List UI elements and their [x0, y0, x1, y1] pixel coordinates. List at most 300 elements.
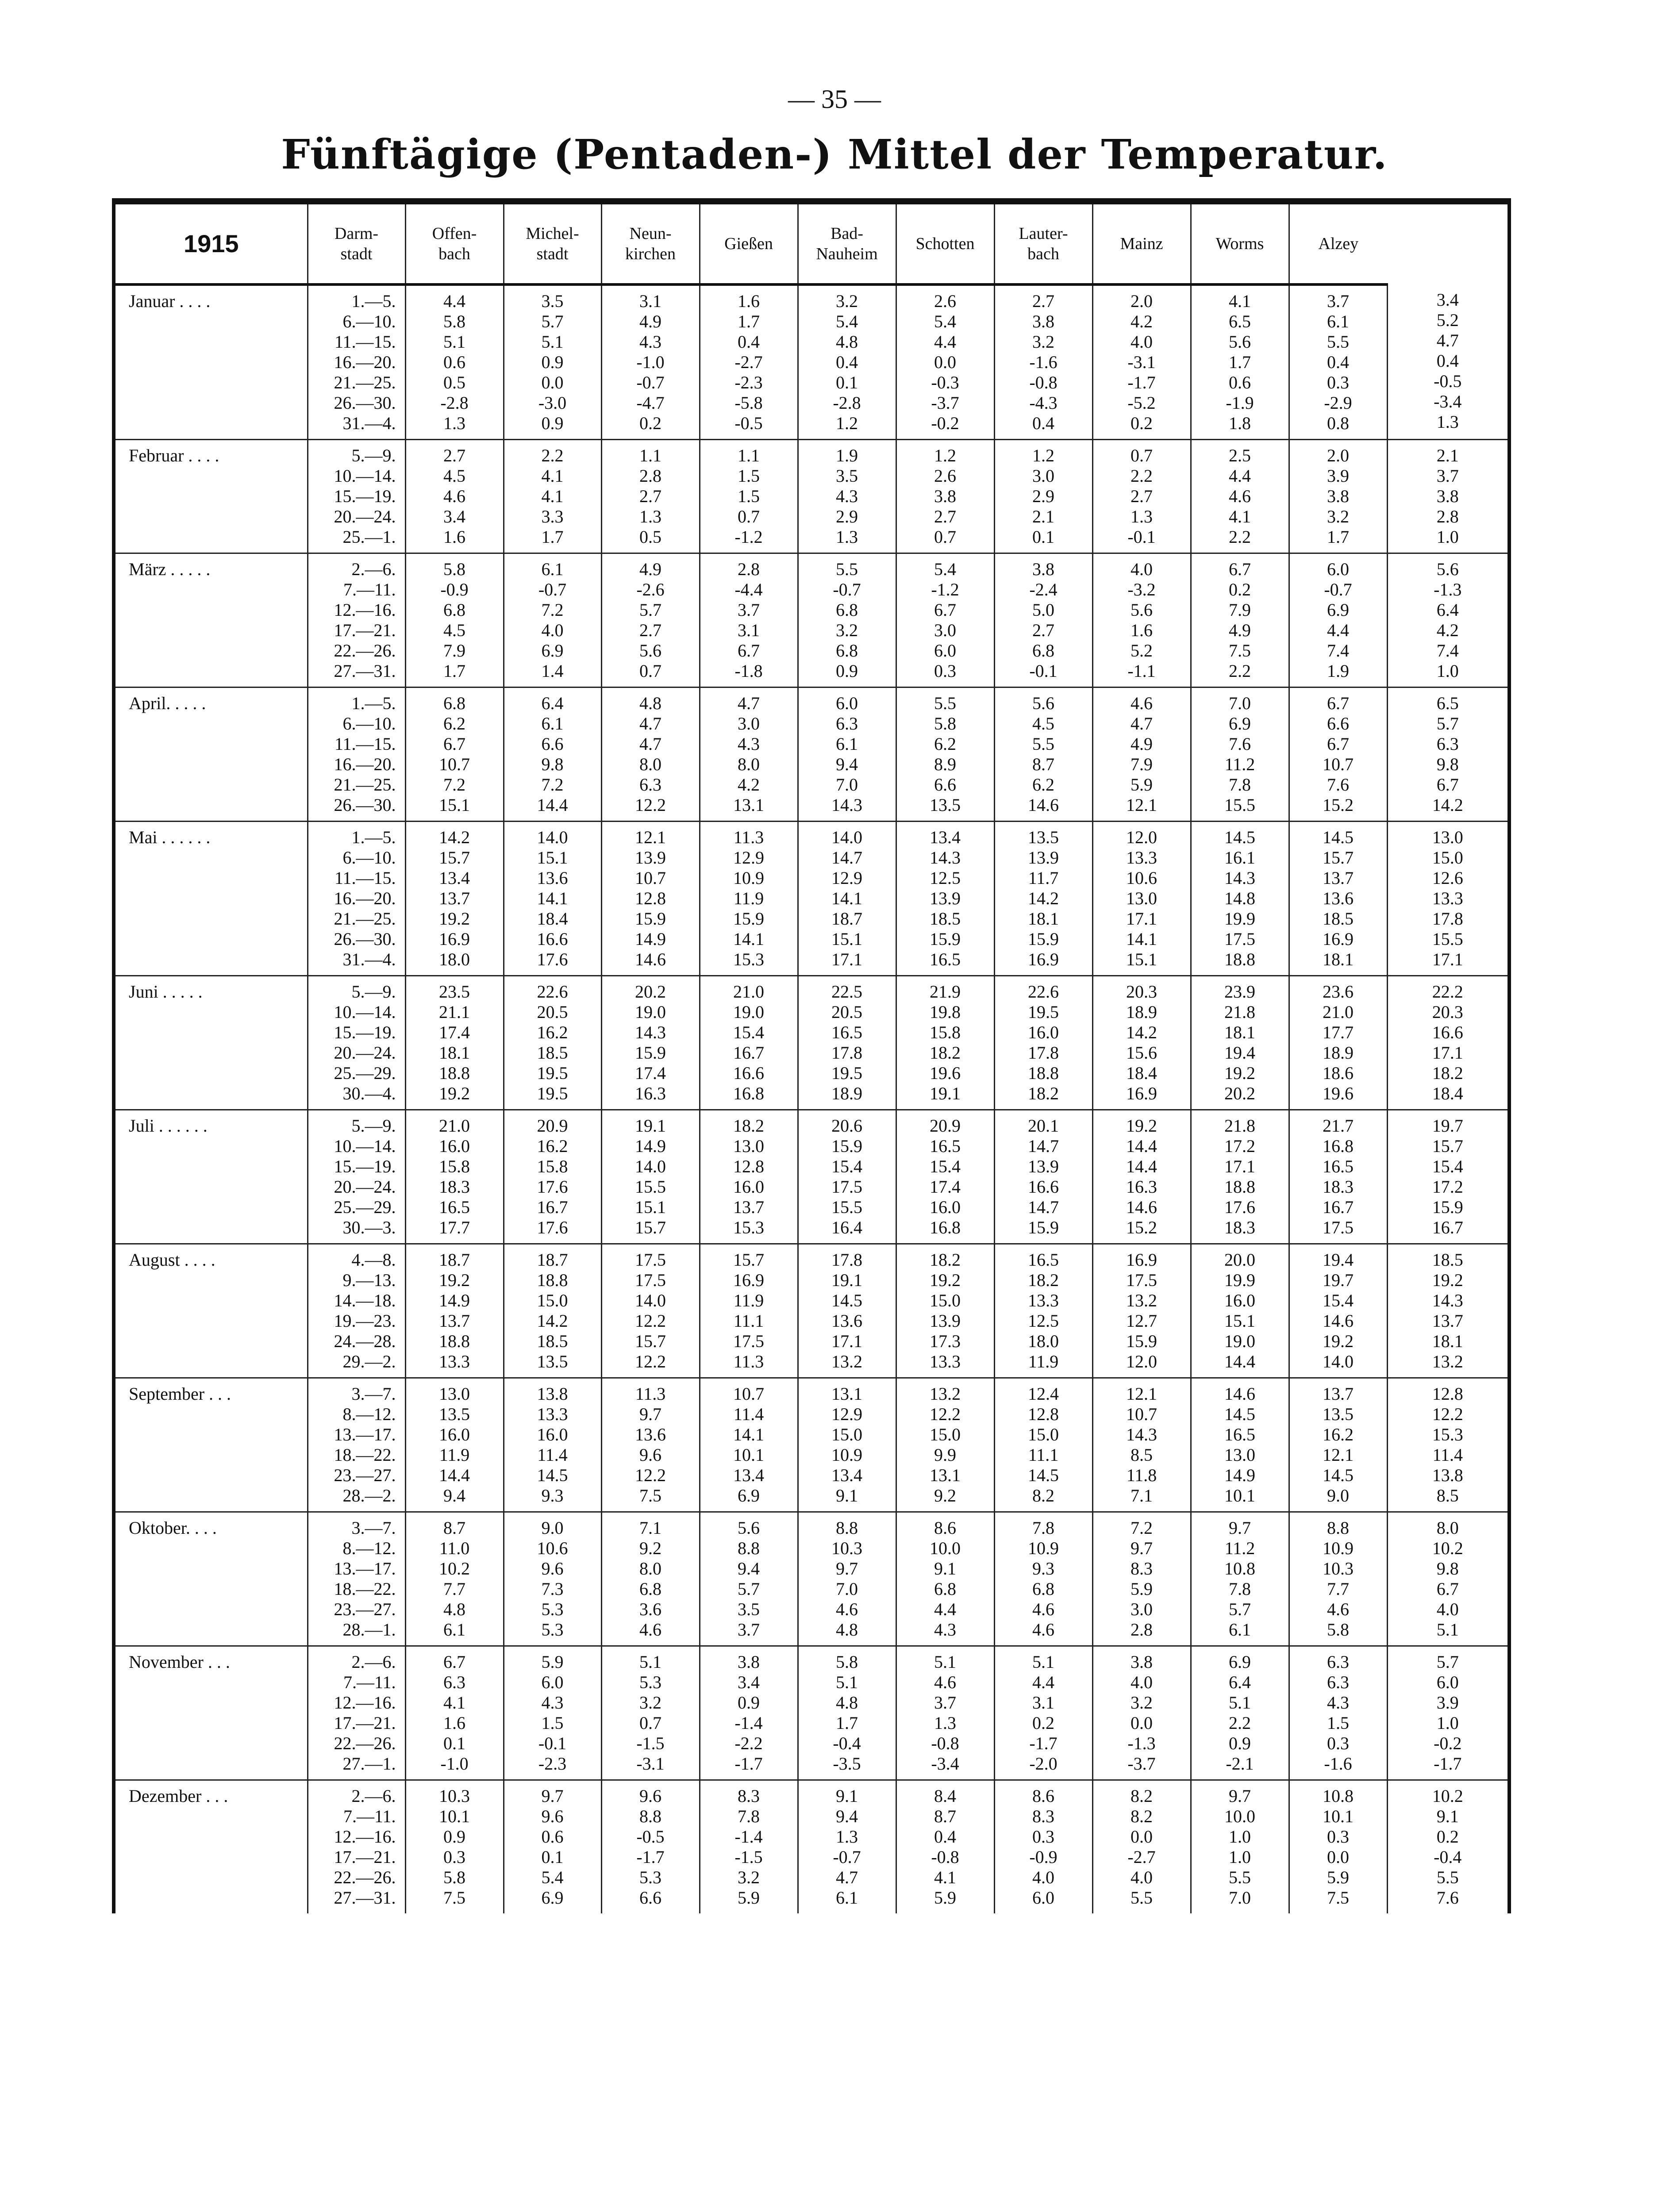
station-header: Worms — [1191, 201, 1289, 284]
temperature-value: 4.4 — [1032, 1672, 1054, 1692]
temperature-value: 18.2 — [733, 1116, 764, 1136]
temperature-value: 0.1 — [443, 1733, 465, 1753]
temperature-value: -0.9 — [440, 580, 469, 599]
temperature-value: 9.4 — [836, 754, 858, 774]
station-values-cell — [700, 1378, 798, 1512]
month-block — [114, 1244, 1509, 1378]
station-values-cell — [1387, 553, 1509, 687]
pentad-range: 8.—12. — [342, 1538, 396, 1558]
temperature-value: 3.2 — [738, 1867, 760, 1887]
temperature-value: 16.0 — [1224, 1290, 1255, 1310]
temperature-value: 13.9 — [1028, 1156, 1059, 1176]
temperature-value: 13.2 — [1126, 1290, 1157, 1310]
temperature-value: 17.6 — [1224, 1197, 1255, 1217]
temperature-value: 10.3 — [831, 1538, 862, 1558]
pentad-range-cell — [308, 1512, 405, 1646]
temperature-value: 19.2 — [439, 909, 470, 929]
station-values-cell — [1387, 976, 1509, 1110]
temperature-value: 3.7 — [1436, 466, 1459, 486]
temperature-value: 14.6 — [635, 949, 666, 969]
temperature-value: 2.1 — [1436, 445, 1459, 465]
temperature-value: 7.9 — [1229, 600, 1251, 620]
month-label: Januar . . . . — [129, 291, 211, 311]
temperature-value: 19.8 — [930, 1002, 961, 1022]
temperature-value: -1.1 — [1127, 661, 1156, 681]
temperature-value: 14.9 — [635, 929, 666, 949]
temperature-value: 0.3 — [1327, 373, 1349, 392]
temperature-value: 3.3 — [541, 507, 564, 526]
station-values-cell — [1387, 1378, 1509, 1512]
temperature-value: 4.0 — [1131, 1672, 1153, 1692]
temperature-value: 9.8 — [1436, 1559, 1459, 1578]
temperature-value: 15.7 — [635, 1331, 666, 1351]
temperature-value: 7.2 — [541, 775, 564, 795]
pentad-range-cell — [308, 1378, 405, 1512]
month-block — [114, 553, 1509, 687]
temperature-value: 6.7 — [443, 734, 465, 754]
temperature-value: 8.0 — [1436, 1518, 1459, 1538]
temperature-value: 1.1 — [639, 445, 661, 465]
temperature-value: 9.1 — [1436, 1806, 1459, 1826]
pentad-range: 21.—25. — [334, 775, 396, 795]
temperature-value: 16.7 — [1323, 1197, 1354, 1217]
station-values-cell — [700, 1512, 798, 1646]
station-values-cell — [1092, 1244, 1191, 1378]
month-block — [114, 822, 1509, 976]
temperature-value: 13.4 — [439, 868, 470, 888]
pentad-range: 26.—30. — [334, 795, 396, 815]
temperature-value: 6.9 — [1229, 1652, 1251, 1672]
temperature-value: 2.2 — [1229, 661, 1251, 681]
temperature-value: 4.7 — [738, 693, 760, 713]
station-values-cell — [1289, 1780, 1387, 1914]
temperature-value: 22.6 — [537, 982, 568, 1002]
station-values-cell — [700, 687, 798, 822]
temperature-value: 0.0 — [1131, 1713, 1153, 1733]
temperature-value: 19.6 — [1323, 1083, 1354, 1103]
temperature-value: 15.4 — [1323, 1290, 1354, 1310]
temperature-value: 17.8 — [831, 1250, 862, 1270]
temperature-value: 10.2 — [1432, 1786, 1463, 1806]
temperature-value: 14.3 — [1126, 1425, 1157, 1444]
temperature-value: 17.4 — [635, 1063, 666, 1083]
temperature-value: 6.3 — [1327, 1652, 1349, 1672]
temperature-value: 7.2 — [541, 600, 564, 620]
temperature-value: 12.5 — [1028, 1311, 1059, 1331]
temperature-value: 13.1 — [930, 1465, 961, 1485]
temperature-value: 7.4 — [1327, 641, 1349, 661]
temperature-value: 5.9 — [1131, 1579, 1153, 1599]
temperature-value: 1.2 — [934, 445, 956, 465]
temperature-value: 13.0 — [733, 1136, 764, 1156]
temperature-value: 5.1 — [443, 332, 465, 352]
station-values-cell — [994, 1780, 1092, 1914]
pentad-range: 7.—11. — [343, 1672, 396, 1692]
temperature-value: 4.1 — [443, 1693, 465, 1713]
temperature-value: 15.9 — [635, 909, 666, 929]
station-values-cell — [798, 284, 896, 440]
station-values-cell — [700, 1110, 798, 1244]
temperature-value: 14.0 — [831, 827, 862, 847]
temperature-value: 18.8 — [537, 1270, 568, 1290]
temperature-value: 5.1 — [541, 332, 564, 352]
temperature-value: 3.5 — [738, 1599, 760, 1619]
station-values-cell — [896, 284, 994, 440]
temperature-value: 1.5 — [738, 486, 760, 506]
temperature-value: 14.4 — [1126, 1136, 1157, 1156]
temperature-value: 13.0 — [1224, 1445, 1255, 1465]
temperature-value: 17.1 — [1432, 1043, 1463, 1063]
pentad-range: 20.—24. — [334, 507, 396, 526]
temperature-value: 4.7 — [1131, 714, 1153, 733]
temperature-value: 4.1 — [1229, 291, 1251, 311]
pentad-range: 24.—28. — [334, 1331, 396, 1351]
temperature-value: 12.0 — [1126, 827, 1157, 847]
temperature-value: 14.6 — [1028, 795, 1059, 815]
temperature-value: 5.5 — [1131, 1888, 1153, 1908]
pentad-range: 21.—25. — [334, 909, 396, 929]
temperature-value: 19.2 — [930, 1270, 961, 1290]
temperature-value: 18.3 — [1323, 1177, 1354, 1197]
station-values-cell — [1191, 976, 1289, 1110]
temperature-value: 0.0 — [1327, 1847, 1349, 1867]
temperature-value: 5.7 — [1436, 714, 1459, 733]
pentad-range-cell — [308, 976, 405, 1110]
temperature-value: 10.1 — [1323, 1806, 1354, 1826]
temperature-value: 16.8 — [1323, 1136, 1354, 1156]
temperature-value: 7.7 — [1327, 1579, 1349, 1599]
station-header: Bad- Nauheim — [798, 201, 896, 284]
station-values-cell — [896, 1512, 994, 1646]
station-values-cell — [1191, 1244, 1289, 1378]
station-values-cell — [994, 1646, 1092, 1780]
temperature-value: 17.1 — [831, 1331, 862, 1351]
temperature-value: 3.1 — [1032, 1693, 1054, 1713]
temperature-value: 4.0 — [1032, 1867, 1054, 1887]
temperature-value: 12.2 — [635, 1311, 666, 1331]
temperature-value: 0.9 — [738, 1693, 760, 1713]
temperature-value: 1.7 — [738, 311, 760, 331]
temperature-value: 9.8 — [541, 754, 564, 774]
temperature-value: 6.0 — [541, 1672, 564, 1692]
station-values-cell — [798, 1244, 896, 1378]
temperature-value: 9.3 — [541, 1486, 564, 1505]
temperature-value: 16.2 — [537, 1136, 568, 1156]
temperature-value: 8.3 — [1131, 1559, 1153, 1578]
temperature-value: 21.0 — [439, 1116, 470, 1136]
temperature-value: 6.6 — [541, 734, 564, 754]
temperature-value: 16.1 — [1224, 848, 1255, 868]
temperature-value: 18.0 — [439, 949, 470, 969]
temperature-value: 4.8 — [443, 1599, 465, 1619]
temperature-value: 13.5 — [1028, 827, 1059, 847]
temperature-value: 14.5 — [537, 1465, 568, 1485]
temperature-value: 7.9 — [1131, 754, 1153, 774]
temperature-value: 1.3 — [1436, 412, 1459, 432]
temperature-value: 18.1 — [1432, 1331, 1463, 1351]
temperature-value: 15.1 — [1126, 949, 1157, 969]
temperature-value: 16.9 — [439, 929, 470, 949]
temperature-value: 18.5 — [930, 909, 961, 929]
temperature-value: 5.9 — [934, 1888, 956, 1908]
temperature-value: 7.6 — [1327, 775, 1349, 795]
temperature-value: 18.7 — [537, 1250, 568, 1270]
temperature-value: 8.6 — [1032, 1786, 1054, 1806]
temperature-value: 0.2 — [1131, 413, 1153, 433]
temperature-value: 9.7 — [1229, 1786, 1251, 1806]
temperature-value: 11.3 — [635, 1384, 666, 1404]
temperature-value: 14.5 — [1323, 827, 1354, 847]
temperature-value: 6.8 — [443, 600, 465, 620]
station-header: Michel- stadt — [504, 201, 601, 284]
station-values-cell — [896, 440, 994, 553]
temperature-value: 3.4 — [443, 507, 465, 526]
temperature-value: 1.3 — [639, 507, 661, 526]
temperature-value: 16.0 — [930, 1197, 961, 1217]
pentad-range: 7.—11. — [343, 580, 396, 599]
temperature-value: 17.1 — [831, 949, 862, 969]
station-values-cell — [1092, 440, 1191, 553]
temperature-value: 9.7 — [541, 1786, 564, 1806]
station-values-cell — [896, 687, 994, 822]
temperature-value: 10.1 — [733, 1445, 764, 1465]
temperature-value: 3.5 — [541, 291, 564, 311]
temperature-value: 12.6 — [1432, 868, 1463, 888]
temperature-value: 7.5 — [1229, 641, 1251, 661]
temperature-value: 3.7 — [738, 1620, 760, 1640]
temperature-value: -1.0 — [636, 352, 665, 372]
temperature-value: -3.2 — [1127, 580, 1156, 599]
temperature-value: 4.2 — [1436, 620, 1459, 640]
station-values-cell — [798, 1646, 896, 1780]
temperature-value: 1.7 — [836, 1713, 858, 1733]
temperature-value: -3.0 — [538, 393, 567, 413]
temperature-value: 6.8 — [1032, 641, 1054, 661]
pentad-range: 20.—24. — [334, 1043, 396, 1063]
month-cell — [114, 1378, 308, 1512]
temperature-value: 3.4 — [1436, 290, 1459, 310]
temperature-value: 19.4 — [1323, 1250, 1354, 1270]
temperature-value: -1.7 — [1127, 373, 1156, 392]
pentad-range-cell — [308, 440, 405, 553]
pentad-range: 21.—25. — [334, 373, 396, 392]
station-values-cell — [405, 1512, 504, 1646]
temperature-value: 6.1 — [541, 714, 564, 733]
temperature-value: 16.6 — [1432, 1022, 1463, 1042]
temperature-value: 0.6 — [541, 1827, 564, 1847]
temperature-value: 14.7 — [831, 848, 862, 868]
temperature-value: 14.5 — [831, 1290, 862, 1310]
temperature-value: 2.8 — [1131, 1620, 1153, 1640]
temperature-value: 5.0 — [1032, 600, 1054, 620]
pentad-range: 6.—10. — [342, 848, 396, 868]
temperature-value: 16.0 — [439, 1425, 470, 1444]
temperature-value: 11.3 — [733, 1352, 764, 1371]
temperature-value: 7.8 — [1229, 775, 1251, 795]
temperature-value: 15.1 — [1224, 1311, 1255, 1331]
temperature-value: 16.5 — [1323, 1156, 1354, 1176]
temperature-value: 7.0 — [836, 1579, 858, 1599]
temperature-value: 14.2 — [537, 1311, 568, 1331]
temperature-value: 2.7 — [934, 507, 956, 526]
temperature-value: 21.7 — [1323, 1116, 1354, 1136]
pentad-range: 10.—14. — [334, 466, 396, 486]
temperature-value: 7.8 — [738, 1806, 760, 1826]
station-values-cell — [1289, 687, 1387, 822]
temperature-value: 18.2 — [1432, 1063, 1463, 1083]
temperature-value: 16.7 — [1432, 1217, 1463, 1237]
pentad-range: 29.—2. — [342, 1352, 396, 1371]
temperature-value: 14.3 — [635, 1022, 666, 1042]
temperature-value: -2.8 — [440, 393, 469, 413]
temperature-value: 16.6 — [1028, 1177, 1059, 1197]
station-values-cell — [994, 284, 1092, 440]
temperature-value: 6.6 — [934, 775, 956, 795]
pentad-range: 17.—21. — [334, 1713, 396, 1733]
temperature-value: 11.1 — [1028, 1445, 1059, 1465]
temperature-value: 10.1 — [1224, 1486, 1255, 1505]
temperature-value: 17.1 — [1126, 909, 1157, 929]
temperature-value: -1.3 — [1434, 580, 1462, 599]
temperature-value: 10.7 — [1323, 754, 1354, 774]
temperature-value: 17.8 — [1432, 909, 1463, 929]
temperature-value: 9.1 — [934, 1559, 956, 1578]
temperature-value: 10.7 — [733, 1384, 764, 1404]
temperature-value: 6.9 — [1229, 714, 1251, 733]
temperature-value: 4.5 — [1032, 714, 1054, 733]
pentad-range: 2.—6. — [351, 1786, 396, 1806]
temperature-value: 13.1 — [733, 795, 764, 815]
pentad-range-cell — [308, 1646, 405, 1780]
temperature-value: 16.5 — [439, 1197, 470, 1217]
station-values-cell — [700, 822, 798, 976]
pentad-range: 16.—20. — [334, 754, 396, 774]
temperature-value: 0.4 — [836, 352, 858, 372]
temperature-value: 6.6 — [639, 1888, 661, 1908]
temperature-value: 18.9 — [1323, 1043, 1354, 1063]
temperature-value: 13.6 — [831, 1311, 862, 1331]
temperature-value: 0.3 — [1032, 1827, 1054, 1847]
temperature-value: 6.0 — [1032, 1888, 1054, 1908]
temperature-value: 1.7 — [443, 661, 465, 681]
year-header: 1915 — [114, 201, 308, 284]
temperature-value: 13.8 — [537, 1384, 568, 1404]
temperature-value: -3.4 — [1434, 392, 1462, 411]
temperature-value: 1.0 — [1436, 1713, 1459, 1733]
temperature-value: 6.4 — [1436, 600, 1459, 620]
temperature-value: -0.9 — [1029, 1847, 1058, 1867]
pentad-range: 31.—4. — [342, 949, 396, 969]
temperature-value: 9.0 — [1327, 1486, 1349, 1505]
station-values-cell — [1387, 284, 1509, 440]
temperature-value: -1.4 — [735, 1713, 763, 1733]
temperature-value: 13.7 — [1432, 1311, 1463, 1331]
temperature-value: 17.5 — [1323, 1217, 1354, 1237]
temperature-value: 13.3 — [1028, 1290, 1059, 1310]
pentad-range: 6.—10. — [342, 714, 396, 733]
temperature-value: 5.6 — [1032, 693, 1054, 713]
temperature-value: 15.0 — [831, 1425, 862, 1444]
temperature-value: 16.0 — [1028, 1022, 1059, 1042]
temperature-value: 10.0 — [1224, 1806, 1255, 1826]
temperature-value: 5.7 — [1436, 1652, 1459, 1672]
temperature-value: 20.1 — [1028, 1116, 1059, 1136]
temperature-value: 13.0 — [1432, 827, 1463, 847]
temperature-value: -1.0 — [440, 1754, 469, 1774]
station-header: Offen- bach — [405, 201, 504, 284]
temperature-value: 4.2 — [738, 775, 760, 795]
temperature-value: 4.6 — [836, 1599, 858, 1619]
station-values-cell — [405, 976, 504, 1110]
station-values-cell — [405, 1110, 504, 1244]
temperature-value: 13.2 — [930, 1384, 961, 1404]
temperature-value: 0.9 — [541, 352, 564, 372]
temperature-value: 13.0 — [439, 1384, 470, 1404]
temperature-value: 6.3 — [443, 1672, 465, 1692]
temperature-value: 4.3 — [541, 1693, 564, 1713]
temperature-value: 19.9 — [1224, 909, 1255, 929]
temperature-value: 8.6 — [934, 1518, 956, 1538]
temperature-value: 13.5 — [439, 1404, 470, 1424]
temperature-value: 5.5 — [1327, 332, 1349, 352]
temperature-value: 17.5 — [831, 1177, 862, 1197]
pentad-range: 18.—22. — [334, 1579, 396, 1599]
temperature-value: 5.6 — [738, 1518, 760, 1538]
temperature-value: 6.3 — [1327, 1672, 1349, 1692]
temperature-value: 12.9 — [831, 868, 862, 888]
temperature-value: 11.2 — [1224, 1538, 1255, 1558]
temperature-value: 8.5 — [1436, 1486, 1459, 1505]
month-label: November . . . — [129, 1652, 230, 1672]
temperature-value: 9.4 — [443, 1486, 465, 1505]
temperature-value: 1.0 — [1436, 527, 1459, 547]
station-values-cell — [798, 440, 896, 553]
station-header: Alzey — [1289, 201, 1387, 284]
temperature-value: 17.6 — [537, 1217, 568, 1237]
temperature-value: 10.3 — [1323, 1559, 1354, 1578]
pentad-range: 2.—6. — [351, 1652, 396, 1672]
pentad-range: 28.—2. — [342, 1486, 396, 1505]
temperature-value: 19.5 — [1028, 1002, 1059, 1022]
temperature-value: 8.8 — [1327, 1518, 1349, 1538]
temperature-value: 1.6 — [738, 291, 760, 311]
temperature-value: 4.6 — [934, 1672, 956, 1692]
temperature-value: 16.4 — [831, 1217, 862, 1237]
temperature-value: 15.9 — [930, 929, 961, 949]
station-values-cell — [1191, 284, 1289, 440]
station-values-cell — [1092, 1512, 1191, 1646]
temperature-value: 18.7 — [439, 1250, 470, 1270]
temperature-value: 14.0 — [635, 1156, 666, 1176]
station-values-cell — [1092, 687, 1191, 822]
temperature-value: 4.8 — [836, 332, 858, 352]
temperature-value: 4.7 — [836, 1867, 858, 1887]
temperature-value: -1.8 — [735, 661, 763, 681]
temperature-value: 6.2 — [934, 734, 956, 754]
station-values-cell — [798, 976, 896, 1110]
pentad-range: 27.—31. — [334, 1888, 396, 1908]
temperature-value: 6.0 — [934, 641, 956, 661]
station-values-cell — [504, 822, 601, 976]
temperature-value: 20.9 — [930, 1116, 961, 1136]
temperature-value: 17.4 — [439, 1022, 470, 1042]
temperature-value: 9.6 — [541, 1559, 564, 1578]
station-values-cell — [994, 553, 1092, 687]
station-values-cell — [700, 440, 798, 553]
temperature-value: 6.1 — [836, 734, 858, 754]
temperature-value: 15.2 — [1323, 795, 1354, 815]
temperature-value: -5.2 — [1127, 393, 1156, 413]
